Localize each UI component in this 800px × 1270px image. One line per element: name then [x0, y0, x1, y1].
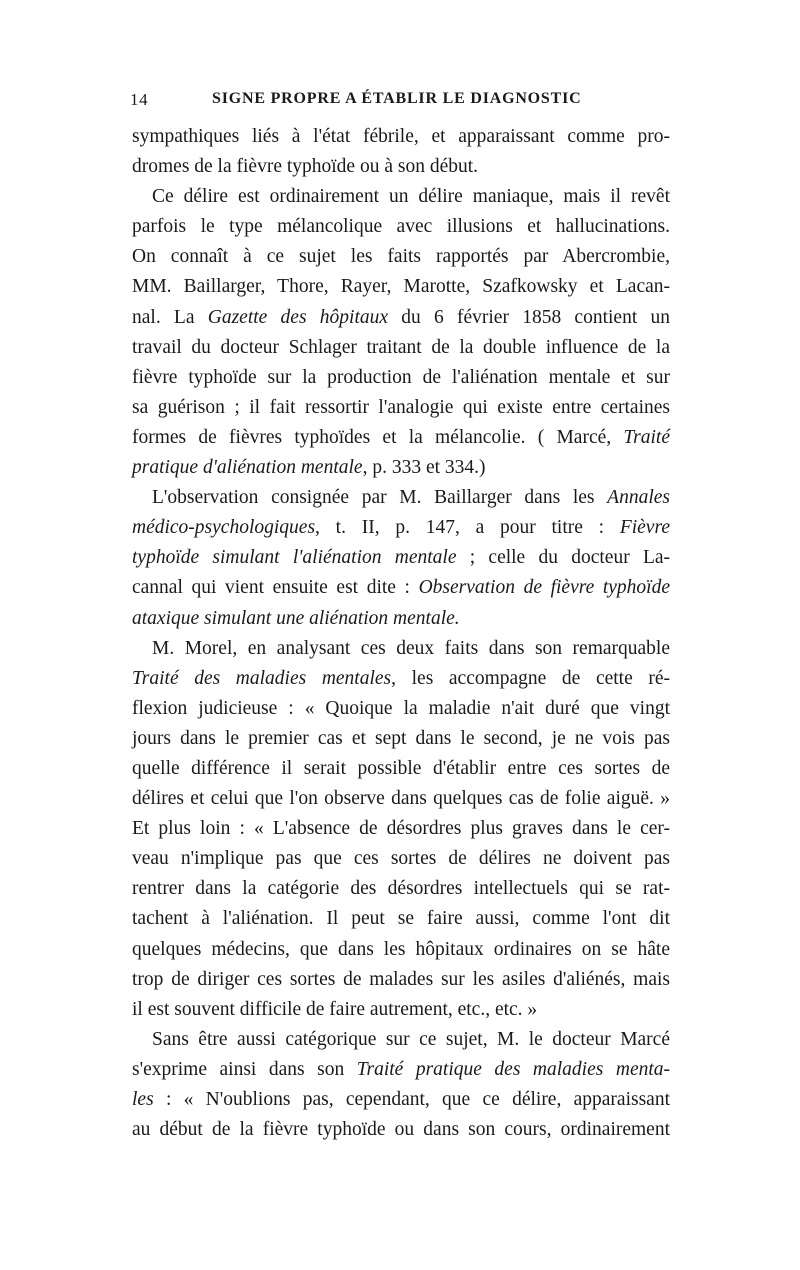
text-segment: ; celle du docteur La- — [456, 547, 671, 569]
text-segment: formes de fièvres typhoïdes et la mélancolie. ( Marcé, — [132, 426, 624, 448]
text-segment: quelle différence il serait possible d'établir entre ces sortes de — [132, 757, 670, 779]
text-line — [132, 1055, 670, 1085]
text-line — [132, 543, 670, 573]
text-line — [132, 754, 670, 784]
text-line — [132, 784, 670, 814]
italic-text: les — [132, 1089, 154, 1110]
text-line — [132, 272, 670, 302]
text-line — [132, 814, 670, 844]
text-line — [132, 995, 670, 1025]
text-segment: fièvre typhoïde sur la production de l'aliénation mentale et sur — [132, 366, 670, 388]
text-line — [132, 694, 670, 724]
text-segment: sympathiques liés à l'état fébrile, et apparaissant comme pro- — [132, 126, 670, 147]
text-segment: , p. 333 et 334.) — [362, 457, 486, 479]
running-title: SIGNE PROPRE A ÉTABLIR LE DIAGNOSTIC — [212, 90, 582, 107]
text-segment: s'exprime ainsi dans son — [132, 1058, 357, 1080]
text-segment: travail du docteur Schlager traitant de la double influence de la — [132, 336, 670, 358]
text-line — [132, 333, 670, 363]
text-segment: MM. Baillarger, Thore, Rayer, Marotte, Szafkowsky et Lacan- — [132, 276, 670, 298]
text-line — [132, 844, 670, 874]
italic-text: typhoïde simulant l'aliénation mentale — [132, 547, 457, 569]
text-line — [132, 122, 670, 152]
text-segment: délires et celui que l'on observe dans quelques cas de folie aiguë. » — [132, 788, 670, 810]
text-line — [132, 423, 670, 453]
text-segment: cannal qui vient ensuite est dite : — [132, 577, 419, 599]
italic-text: Annales — [607, 487, 670, 509]
italic-text: Fièvre — [619, 517, 670, 539]
italic-text: Observation de fièvre typhoïde — [418, 577, 670, 599]
text-line — [132, 212, 670, 242]
text-line — [132, 513, 670, 543]
text-segment: dromes de la fièvre typhoïde ou à son début. — [132, 156, 479, 178]
text-segment: tachent à l'aliénation. Il peut se faire aussi, comme l'ont dit — [132, 908, 670, 930]
text-segment: flexion judicieuse : « Quoique la maladie n'ait duré que vingt — [132, 697, 670, 719]
text-segment: Sans être aussi catégorique sur ce sujet, M. le docteur Marcé — [152, 1028, 670, 1050]
italic-text: Gazette des hôpitaux — [207, 306, 389, 328]
text-line — [132, 724, 670, 754]
text-line — [132, 363, 670, 393]
text-line — [132, 573, 670, 603]
text-line — [132, 1025, 670, 1055]
text-segment: veau n'implique pas que ces sortes de délires ne doivent pas — [132, 848, 670, 870]
text-segment: sa guérison ; il fait ressortir l'analogie qui existe entre certaines — [132, 396, 670, 418]
text-segment: rentrer dans la catégorie des désordres intellectuels qui se rat- — [132, 878, 670, 900]
italic-text: pratique d'aliénation mentale — [132, 457, 363, 479]
text-segment: nal. La — [132, 306, 208, 328]
text-line — [132, 904, 670, 934]
text-segment: quelques médecins, que dans les hôpitaux ordinaires on se hâte — [132, 938, 670, 960]
text-segment: , les accompagne de cette ré- — [391, 667, 670, 689]
text-segment: trop de diriger ces sortes de malades sur les asiles d'aliénés, mais — [132, 968, 670, 990]
italic-text: médico-psychologiques — [132, 517, 316, 539]
text-line — [132, 1115, 670, 1145]
text-segment: : « N'oublions pas, cependant, que ce délire, apparaissant — [153, 1089, 670, 1110]
body-text — [132, 122, 670, 1145]
text-line — [132, 935, 670, 965]
italic-text: Traité pratique des maladies menta- — [356, 1058, 671, 1080]
text-segment: au début de la fièvre typhoïde ou dans son cours, ordinairement — [132, 1119, 670, 1141]
italic-text: ataxique simulant une aliénation mentale. — [132, 607, 460, 629]
text-segment: M. Morel, en analysant ces deux faits dans son remarquable — [152, 637, 670, 659]
text-segment: Ce délire est ordinairement un délire maniaque, mais il revêt — [152, 186, 670, 208]
text-line — [132, 634, 670, 664]
text-segment: , t. II, p. 147, a pour titre : — [315, 517, 620, 539]
text-line — [132, 664, 670, 694]
text-segment: On connaît à ce sujet les faits rapportés par Abercrombie, — [132, 246, 670, 268]
text-line — [132, 604, 670, 634]
text-line — [132, 874, 670, 904]
text-segment: du 6 février 1858 contient un — [388, 306, 670, 328]
text-line — [132, 152, 670, 182]
text-segment: L'observation consignée par M. Baillarger dans les — [152, 487, 608, 509]
text-line — [132, 1085, 670, 1115]
text-line — [132, 393, 670, 423]
text-segment: Et plus loin : « L'absence de désordres plus graves dans le cer- — [132, 818, 670, 840]
text-segment: il est souvent difficile de faire autrement, etc., etc. » — [132, 998, 538, 1020]
page-number: 14 — [130, 90, 149, 109]
text-line — [132, 483, 670, 513]
text-segment: parfois le type mélancolique avec illusions et hallucinations. — [132, 216, 670, 238]
text-segment: jours dans le premier cas et sept dans le second, je ne vois pas — [132, 727, 670, 749]
page-header — [130, 90, 668, 118]
text-line — [132, 182, 670, 212]
text-line — [132, 242, 670, 272]
text-line — [132, 453, 670, 483]
text-line — [132, 965, 670, 995]
italic-text: Traité des maladies mentales — [132, 667, 392, 689]
text-line — [132, 303, 670, 333]
italic-text: Traité — [623, 426, 670, 448]
